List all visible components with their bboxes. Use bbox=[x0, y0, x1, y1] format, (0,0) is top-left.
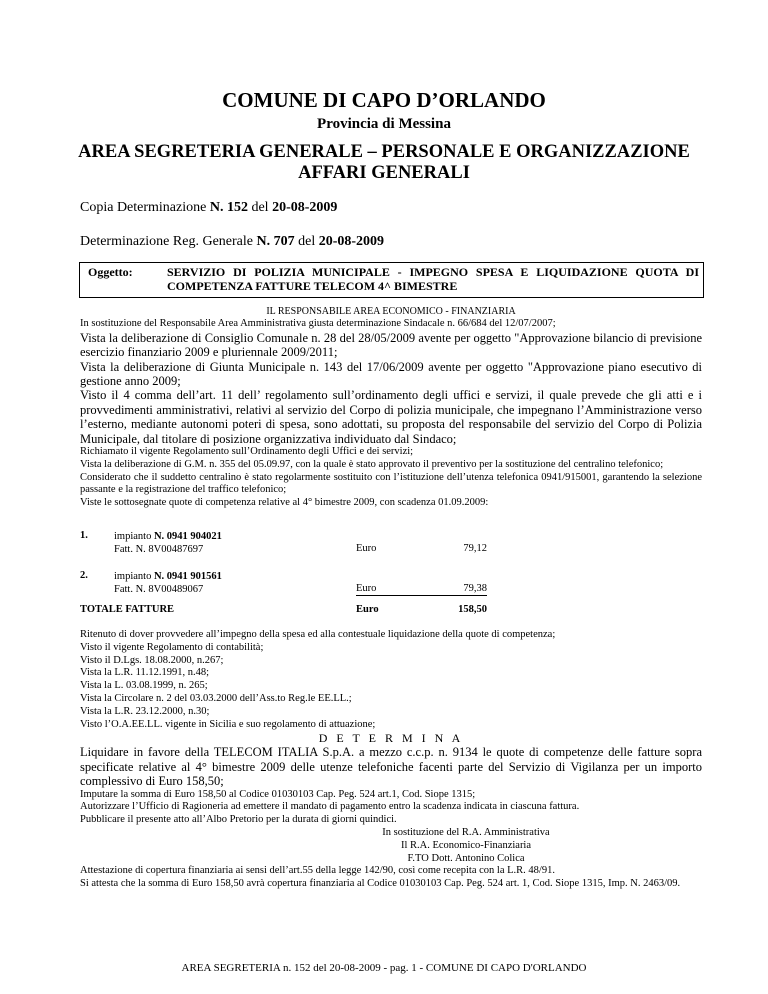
reg-number: N. 707 bbox=[256, 234, 295, 249]
visto-regolamento: Visto il 4 comma dell’art. 11 dell’ regolamento sull’ordinamento degli uffici e servizi, il quale prevede che gli atti e i provvedimenti amministrativi, relativi al servizio del Corpo di polizia municipale, che impegnano l’Amministrazione verso l’esterno, mediante autonomi poteri di spesa, sono adottati, su proposta del responsabile del servizio del Corpo di Polizia Municipale, dal titolare di posizione organizzativa individuato dal Sindaco; bbox=[80, 388, 702, 446]
sostituzione-text: In sostituzione del Responsabile Area Amministrativa giusta determinazione Sindacale n. 66/684 del 12/07/2007; bbox=[80, 318, 556, 329]
oggetto-box bbox=[79, 262, 704, 298]
area-heading-line2: AFFARI GENERALI bbox=[298, 163, 470, 183]
area-heading bbox=[0, 142, 768, 184]
copia-del: del bbox=[251, 200, 269, 215]
visto-consiglio: Vista la deliberazione di Consiglio Comunale n. 28 del 28/05/2009 avente per oggetto "Approvazione bilancio di previsione esercizio finanziario 2009 e pluriennale 2009/2011; bbox=[80, 330, 702, 360]
amount-value: 79,12 bbox=[463, 543, 487, 554]
copia-date: 20-08-2009 bbox=[272, 200, 338, 215]
impianti-list bbox=[80, 530, 702, 620]
considerato-text: Considerato che il suddetto centralino è stato regolarmente sostituito con l’istituzione dell’utenza telefonica 0941/915001, garantendo la selezione passante e la registrazione del traffico telefonico; bbox=[80, 471, 702, 496]
visto-giunta: Vista la deliberazione di Giunta Municipale n. 143 del 17/06/2009 avente per oggetto "Approvazione piano esecutivo di gestione anno 2009; bbox=[80, 359, 702, 389]
impianto-line bbox=[114, 570, 222, 583]
vista-lr-30: Vista la L.R. 23.12.2000, n.30; bbox=[80, 705, 210, 717]
reg-del: del bbox=[298, 234, 316, 249]
impianto-details bbox=[114, 570, 222, 596]
ritenuto-text: Ritenuto di dover provvedere all’impegno della spesa ed alla contestuale liquidazione della quote di competenza; bbox=[80, 629, 556, 640]
totale-label: TOTALE FATTURE bbox=[80, 604, 175, 615]
vista-l-265: Vista la L. 03.08.1999, n. 265; bbox=[80, 680, 208, 692]
impianto-code: N. 0941 904021 bbox=[153, 531, 222, 542]
reg-label: Determinazione Reg. Generale bbox=[80, 234, 253, 249]
item-number: 1. bbox=[80, 530, 88, 541]
reg-generale bbox=[80, 234, 384, 250]
visto-contabilita: Visto il vigente Regolamento di contabilità; bbox=[80, 641, 264, 653]
determina-heading: D E T E R M I N A bbox=[318, 731, 464, 746]
fattura-number: Fatt. N. 8V00489067 bbox=[114, 584, 204, 595]
liquidare-text: Liquidare in favore della TELECOM ITALIA S.p.A. a mezzo c.c.p. n. 9134 le quote di competenze delle fatture sopra specificate relative al 4° bimestre 2009 delle utenze telefoniche facenti parte del Servizio di Vigilanza per un importo complessivo di Euro 158,50; bbox=[80, 745, 702, 789]
page-footer: AREA SEGRETERIA n. 152 del 20-08-2009 - pag. 1 - COMUNE DI CAPO D'ORLANDO bbox=[181, 962, 587, 974]
fattura-number: Fatt. N. 8V00487697 bbox=[114, 544, 204, 555]
vista-circolare: Vista la Circolare n. 2 del 03.03.2000 dell’Ass.to Reg.le EE.LL.; bbox=[80, 692, 352, 704]
totale-amount: 158,50 bbox=[458, 604, 487, 615]
copia-number: N. 152 bbox=[209, 200, 248, 215]
signature-block bbox=[80, 827, 702, 865]
reg-date: 20-08-2009 bbox=[318, 234, 385, 249]
impianto-details bbox=[114, 530, 222, 556]
signature-line3: F.TO Dott. Antonino Colica bbox=[407, 852, 525, 864]
preamble bbox=[80, 306, 702, 510]
responsabile-heading: IL RESPONSABILE AREA ECONOMICO - FINANZIARIA bbox=[266, 306, 516, 317]
area-heading-line1: AREA SEGRETERIA GENERALE – PERSONALE E ORGANIZZAZIONE bbox=[78, 142, 690, 162]
comune-title: COMUNE DI CAPO D’ORLANDO bbox=[222, 88, 546, 112]
impianto-label: impianto bbox=[114, 571, 152, 582]
vista-lr-48: Vista la L.R. 11.12.1991, n.48; bbox=[80, 667, 210, 679]
signature-line2: Il R.A. Economico-Finanziaria bbox=[400, 839, 532, 851]
imputare-text: Imputare la somma di Euro 158,50 al Codice 01030103 Cap. Peg. 524 art.1, Cod. Siope 1315; bbox=[80, 788, 476, 800]
autorizzare-text: Autorizzare l’Ufficio di Ragioneria ad emettere il mandato di pagamento entro la scadenza indicata in ciascuna fattura. bbox=[80, 801, 580, 813]
dispositivo bbox=[80, 629, 702, 891]
oggetto-label: Oggetto: bbox=[88, 265, 133, 279]
pubblicare-text: Pubblicare il presente atto all’Albo Pretorio per la durata di giorni quindici. bbox=[80, 814, 397, 826]
impianto-label: impianto bbox=[114, 531, 152, 542]
signature-line1: In sostituzione del R.A. Amministrativa bbox=[382, 826, 550, 838]
impianto-line bbox=[114, 530, 222, 543]
amount-value: 79,38 bbox=[415, 583, 487, 596]
oggetto-text: SERVIZIO DI POLIZIA MUNICIPALE - IMPEGNO SPESA E LIQUIDAZIONE QUOTA DI COMPETENZA FATTURE TELECOM 4^ BIMESTRE bbox=[167, 265, 699, 293]
currency-label: Euro bbox=[356, 543, 377, 554]
vista-gm-text: Vista la deliberazione di G.M. n. 355 del 05.09.97, con la quale è stato approvato il preventivo per la sostituzione del centralino telefonico; bbox=[80, 458, 664, 470]
visto-dlgs: Visto il D.Lgs. 18.08.2000, n.267; bbox=[80, 654, 224, 666]
item-number: 2. bbox=[80, 570, 88, 581]
copia-label: Copia Determinazione bbox=[80, 200, 207, 215]
visto-oaeell: Visto l’O.A.EE.LL. vigente in Sicilia e suo regolamento di attuazione; bbox=[80, 718, 376, 730]
copia-determinazione bbox=[80, 200, 337, 216]
provincia-subtitle: Provincia di Messina bbox=[317, 116, 451, 132]
currency-label: Euro bbox=[356, 583, 415, 596]
totale-currency: Euro bbox=[356, 604, 379, 615]
attestazione-text: Attestazione di copertura finanziaria ai sensi dell’art.55 della legge 142/90, così come recepita con la L.R. 48/91. bbox=[80, 865, 555, 877]
viste-quote-text: Viste le sottosegnate quote di competenza relative al 4° bimestre 2009, con scadenza 01.09.2009: bbox=[80, 497, 489, 509]
si-attesta-text: Si attesta che la somma di Euro 158,50 avrà copertura finanziaria al Codice 01030103 Cap. Peg. 524 art. 1, Cod. Siope 1315, Imp. N. 2463/09. bbox=[80, 878, 681, 890]
impianto-code: N. 0941 901561 bbox=[153, 571, 222, 582]
richiamato-text: Richiamato il vigente Regolamento sull’Ordinamento degli Uffici e dei servizi; bbox=[80, 446, 414, 458]
